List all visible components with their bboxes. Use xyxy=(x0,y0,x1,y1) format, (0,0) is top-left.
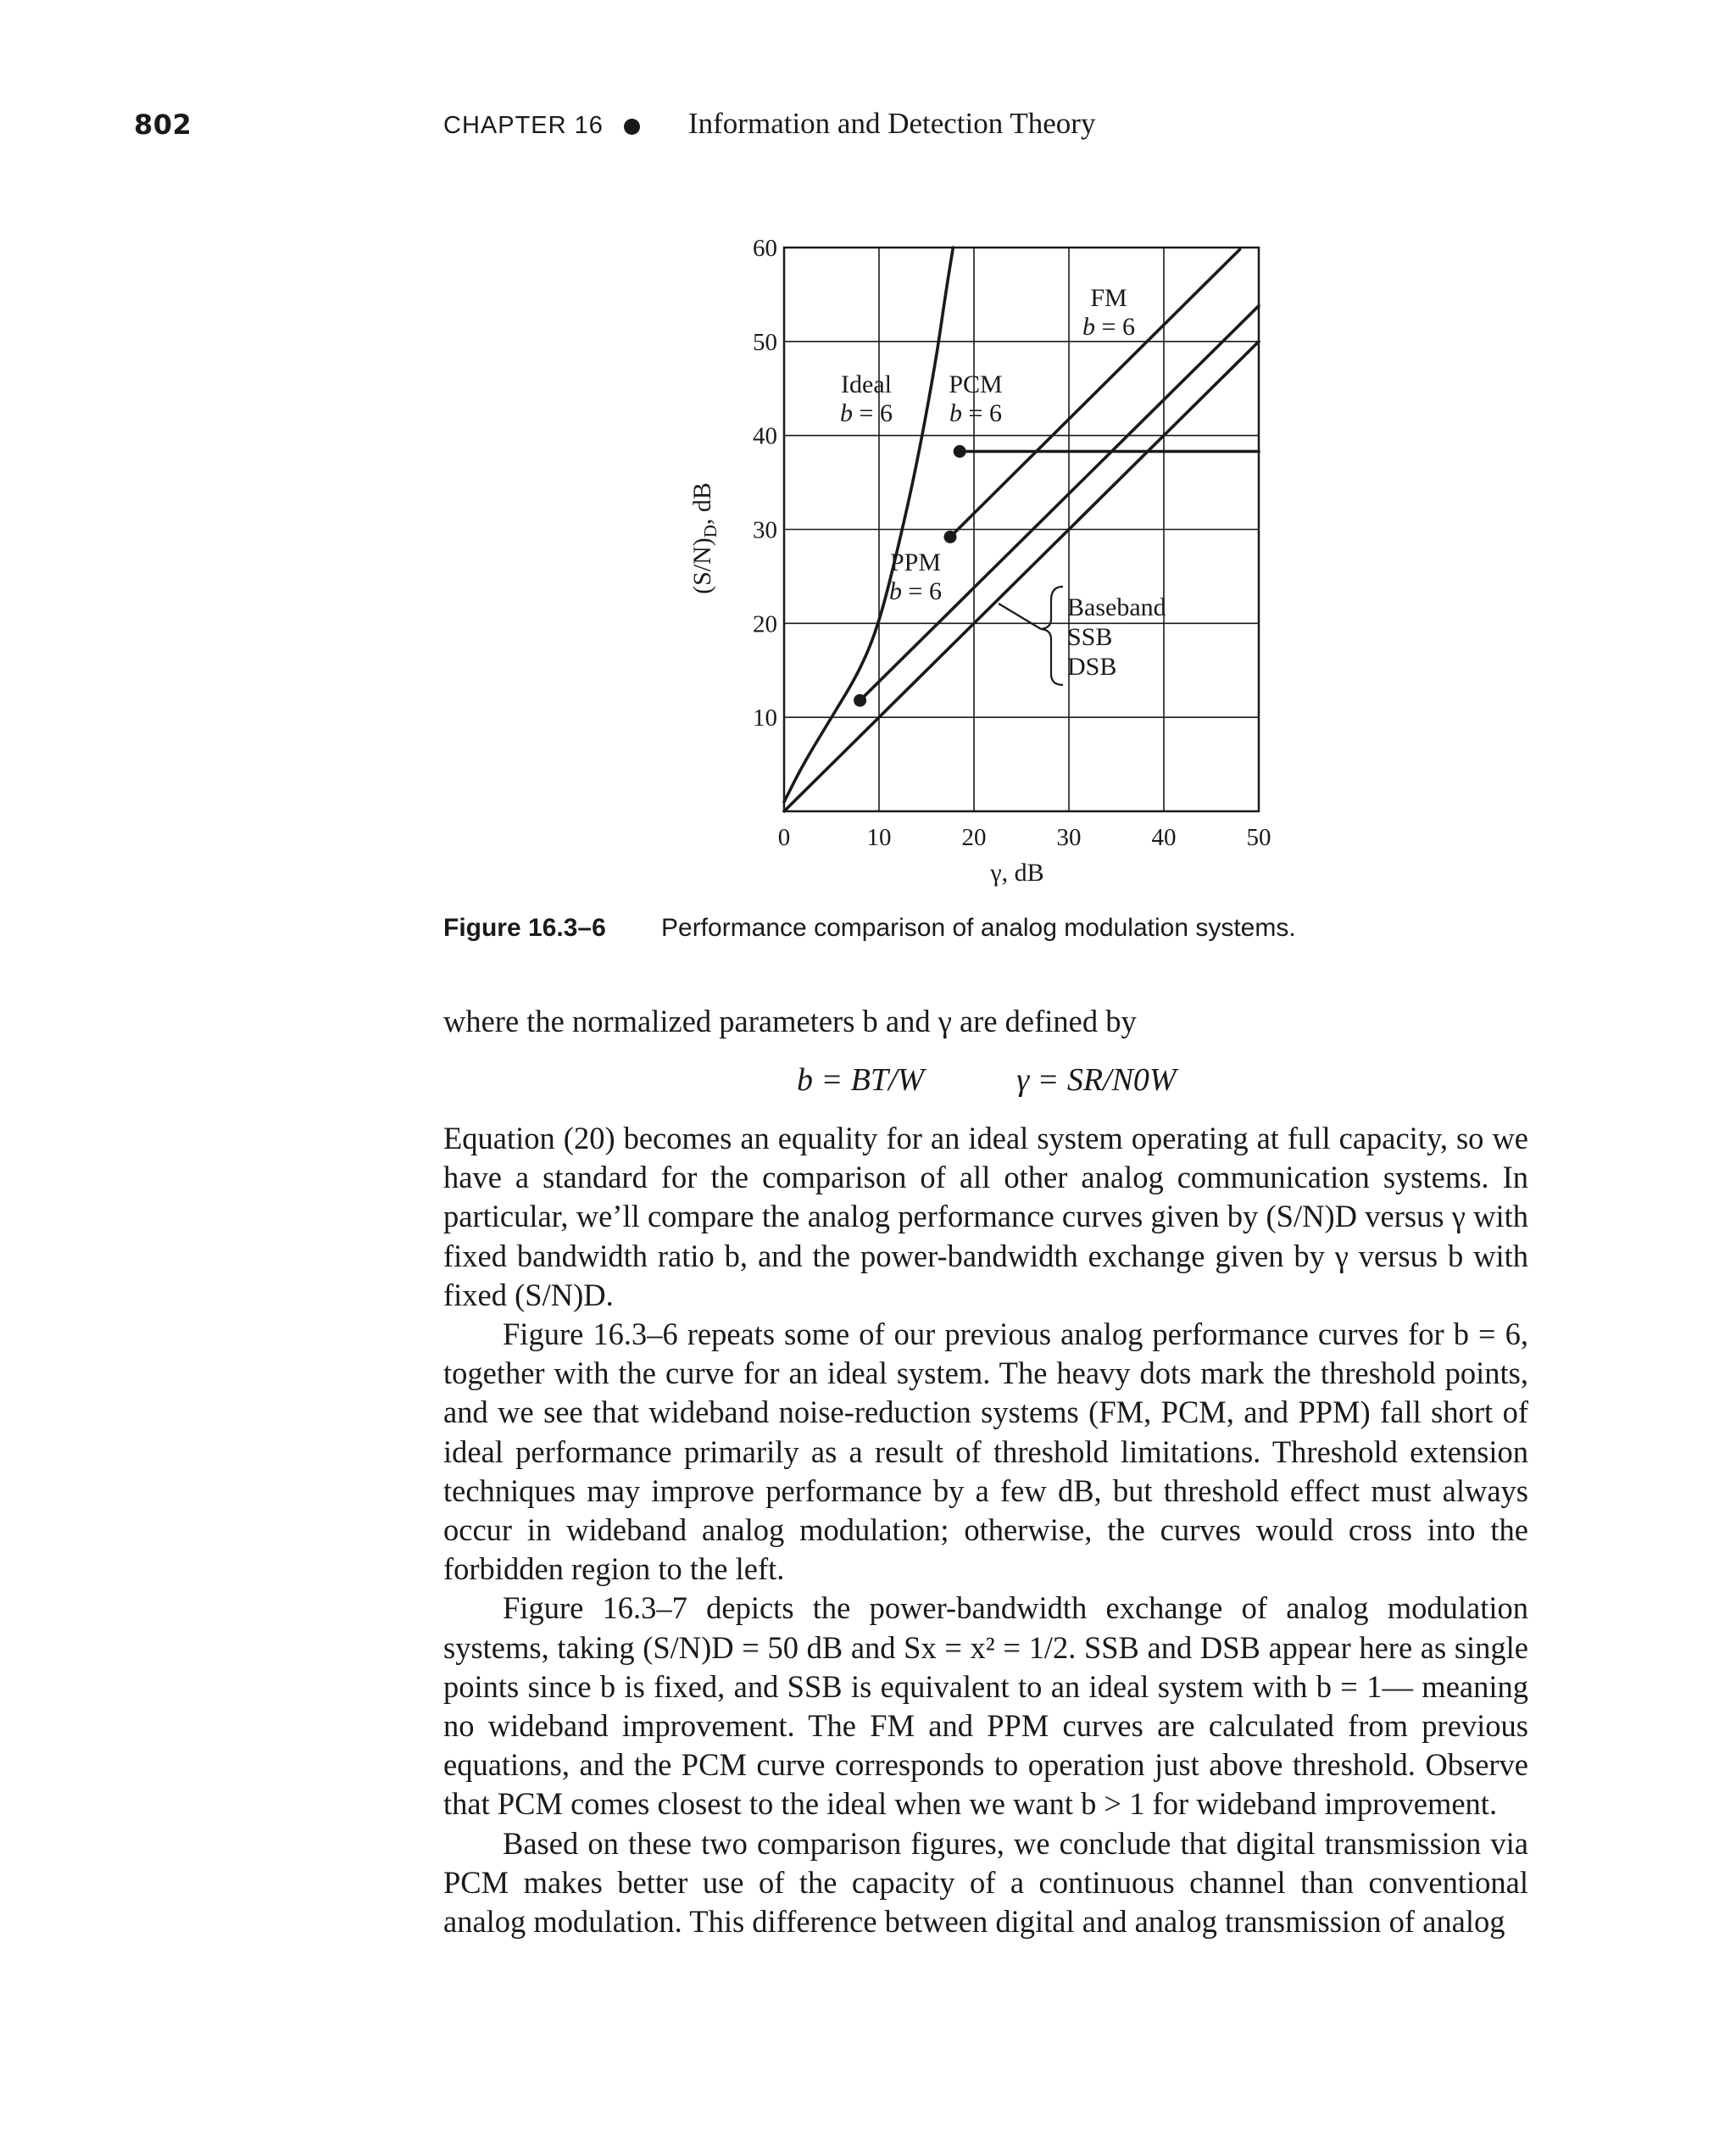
definition-equation xyxy=(797,1061,1177,1099)
fm-label: FM b = 6 xyxy=(1082,284,1135,341)
paragraph-1: Equation (20) becomes an equality for an ideal system operating at full capacity, so we have a standard for the comparison of all other analog communication systems. In particular, we’ll compare the analog performance curves given by (S/N)D versus γ with fixed bandwidth ratio b, and the power-bandwidth exchange given by γ versus b with fixed (S/N)D. xyxy=(443,1121,1528,1312)
baseband-label: Baseband SSB DSB xyxy=(1067,593,1166,681)
y-tick-label: 10 xyxy=(753,704,777,732)
paragraph-4: Based on these two comparison figures, we conclude that digital transmission via PCM makes better use of the capacity of a continuous channel than conventional analog modulation. This difference between digital and analog transmission of analog xyxy=(443,1825,1528,1940)
ppm-label: PPM b = 6 xyxy=(889,548,942,605)
figure-caption-label: Figure 16.3–6 xyxy=(443,914,606,942)
x-tick-label: 0 xyxy=(777,824,791,851)
x-axis-label: γ, dB xyxy=(990,859,1044,887)
y-tick-label: 60 xyxy=(753,235,777,262)
threshold-dot xyxy=(944,531,957,543)
body-text xyxy=(443,1119,1528,1941)
chapter-label: CHAPTER 16 xyxy=(443,112,604,139)
gamma-definition: γ = SR/N0W xyxy=(1016,1062,1177,1098)
paragraph-2: Figure 16.3–6 repeats some of our previous analog performance curves for b = 6, together with the curve for an ideal system. The heavy dots mark the threshold points, and we see that wideband noise-reduction systems (FM, PCM, and PPM) fall short of ideal performance primarily as a result of threshold limitations. Threshold extension techniques may improve performance by a few dB, but threshold effect must always occur in wideband analog modulation; otherwise, the curves would cross into the forbidden region to the left. xyxy=(443,1317,1528,1587)
intro-text: where the normalized parameters b and γ are defined by xyxy=(443,1004,1137,1038)
y-tick-label: 40 xyxy=(753,422,777,450)
leader-line xyxy=(999,604,1041,629)
intro-paragraph xyxy=(443,1002,1528,1041)
x-tick-label: 40 xyxy=(1151,824,1177,851)
y-axis-label: $(S/N)_D$, dB xyxy=(688,482,721,594)
x-tick-label: 10 xyxy=(866,824,892,851)
y-tick-label: 50 xyxy=(753,328,777,356)
b-definition: b = BT/W xyxy=(797,1062,925,1098)
x-tick-label: 30 xyxy=(1056,824,1082,851)
series-line xyxy=(860,306,1259,701)
x-tick-label: 50 xyxy=(1246,824,1271,851)
chart-grid xyxy=(784,248,1259,811)
series-line xyxy=(784,248,953,802)
x-tick-label: 20 xyxy=(961,824,987,851)
chapter-title: Information and Detection Theory xyxy=(688,107,1096,140)
ideal-label: Ideal b = 6 xyxy=(840,370,893,427)
y-tick-label: 30 xyxy=(753,516,777,544)
brace-icon xyxy=(1041,587,1063,685)
threshold-dot xyxy=(854,694,866,707)
pcm-label: PCM b = 6 xyxy=(949,370,1003,427)
paragraph-3: Figure 16.3–7 depicts the power-bandwidth exchange of analog modulation systems, taking (S/N)D = 50 dB and Sx = x² = 1/2. SSB and DSB appear here as single points since b is fixed, and SSB is equivalent to an ideal system with b = 1— meaning no wideband improvement. The FM and PPM curves are calculated from previous equations, and the PCM curve corresponds to operation just above threshold. Observe that PCM comes closest to the ideal when we want b > 1 for wideband improvement. xyxy=(443,1590,1528,1822)
y-tick-label: 20 xyxy=(753,610,777,638)
page-number: 802 xyxy=(134,109,192,141)
threshold-dot xyxy=(954,445,966,458)
figure-caption-text: Performance comparison of analog modulation systems. xyxy=(661,914,1296,942)
